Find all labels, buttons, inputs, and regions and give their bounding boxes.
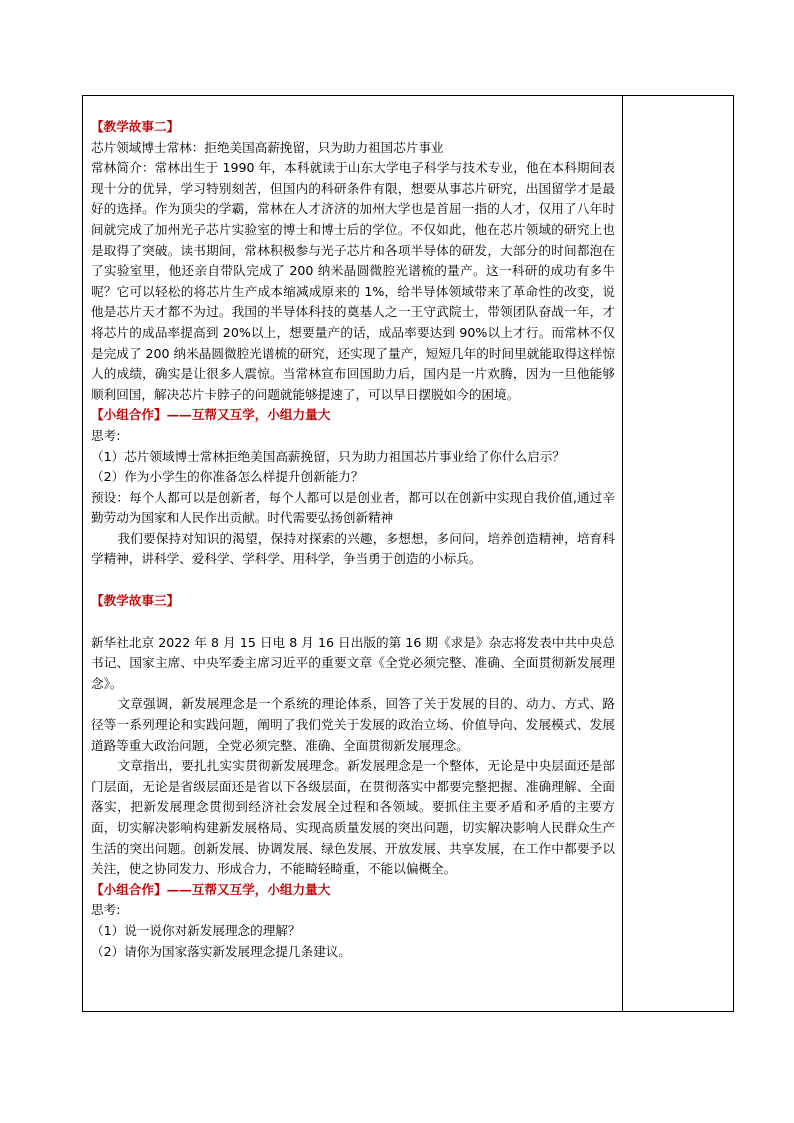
story3-paragraph-3: 文章指出，要扎扎实实贯彻新发展理念。新发展理念是一个整体，无论是中央层面还是部门层面，无论是省级层面还是省以下各级层面，在贯彻落实中都要完整把握、准确理解、全面落实，把新发展理念贯彻到经济社会发展全过程和各领域。要抓住主要矛盾和矛盾的主要方面，切实解决影响构建新发展格局、实现高质量发展的突出问题，切实解决影响人民群众生产生活的突出问题。创新发展、协调发展、绿色发展、开放发展、共享发展，在工作中都要予以关注，使之协同发力、形成合力，不能畸轻畸重，不能以偏概全。 xyxy=(91,758,615,877)
preset-answer: 预设：每个人都可以是创新者，每个人都可以是创业者，都可以在创新中实现自我价值,通过辛勤劳动为国家和人民作出贡献。时代需要弘扬创新精神 xyxy=(91,489,615,526)
story3-paragraph-1: 新华社北京 2022 年 8 月 15 日电 8 月 16 日出版的第 16 期《求是》杂志将发表中共中央总书记、国家主席、中央军委主席习近平的重要文章《全党必须完整、准确、全面贯彻新发展理念》。 xyxy=(91,634,615,691)
question-1-2: （2）作为小学生的你准备怎么样提升创新能力？ xyxy=(91,469,364,485)
story2-heading: 【教学故事二】 xyxy=(91,119,180,134)
column-divider xyxy=(622,96,623,1011)
lesson-table xyxy=(82,95,734,1012)
think-label-1: 思考: xyxy=(91,427,121,443)
question-2-2: （2）请你为国家落实新发展理念提几条建议。 xyxy=(91,943,351,959)
preset-answer-2: 我们要保持对知识的渴望，保持对探索的兴趣，多想想，多问问，培养创造精神，培育科学精神，讲科学、爱科学、学科学、用科学，争当勇于创造的小标兵。 xyxy=(91,530,615,567)
story2-title: 芯片领域博士常林：拒绝美国高薪挽留，只为助力祖国芯片事业 xyxy=(91,139,444,155)
story2-intro: 常林简介：常林出生于 1990 年，本科就读于山东大学电子科学与技术专业，他在本科期间表现十分的优异，学习特别刻苦，但国内的科研条件有限，想要从事芯片研究，出国留学才是最好的选择。作为顶尖的学霸，常林在人才济济的加州大学也是首屈一指的人才，仅用了八年时间就完成了加州光子芯片实验室的博士和博士后的学位。不仅如此，他在芯片领域的研究上也是取得了突破。读书期间，常林积极参与光子芯片和各项半导体的研发，大部分的时间都泡在了实验室里，他还亲自带队完成了 200 纳米晶圆微腔光谱梳的量产。这一科研的成功有多牛呢？它可以轻松的将芯片生产成本缩减成原来的 1%，给半导体领域带来了革命性的改变，说他是芯片天才都不为过。我国的半导体科技的奠基人之一王守武院士，带领团队奋战一年，才将芯片的成品率提高到 20%以上，想要量产的话，成品率要达到 90%以上才行。而常林不仅是完成了 200 纳米晶圆微腔光谱梳的研究，还实现了量产，短短几年的时间里就能取得这样惊人的成绩，确实是让很多人震惊。当常林宣布回国助力后，国内是一片欢腾，因为一旦他能够顺利回国，解决芯片卡脖子的问题就能够提速了，可以早日摆脱如今的困境。 xyxy=(91,160,615,402)
story3-paragraph-2: 文章强调，新发展理念是一个系统的理论体系，回答了关于发展的目的、动力、方式、路径等一系列理论和实践问题，阐明了我们党关于发展的政治立场、价值导向、发展模式、发展道路等重大政治问题，全党必须完整、准确、全面贯彻新发展理念。 xyxy=(91,696,615,753)
group-heading-1: 【小组合作】——互帮又互学，小组力量大 xyxy=(91,407,331,423)
think-label-2: 思考: xyxy=(91,902,121,918)
question-2-1: （1）说一说你对新发展理念的理解？ xyxy=(91,922,301,938)
spacer xyxy=(91,612,615,633)
question-1-1: （1）芯片领域博士常林拒绝美国高薪挽留，只为助力祖国芯片事业给了你什么启示？ xyxy=(91,448,565,464)
story3-heading: 【教学故事三】 xyxy=(91,593,180,609)
spacer xyxy=(91,570,615,591)
content-cell xyxy=(91,117,615,962)
group-heading-2: 【小组合作】——互帮又互学，小组力量大 xyxy=(91,881,331,897)
